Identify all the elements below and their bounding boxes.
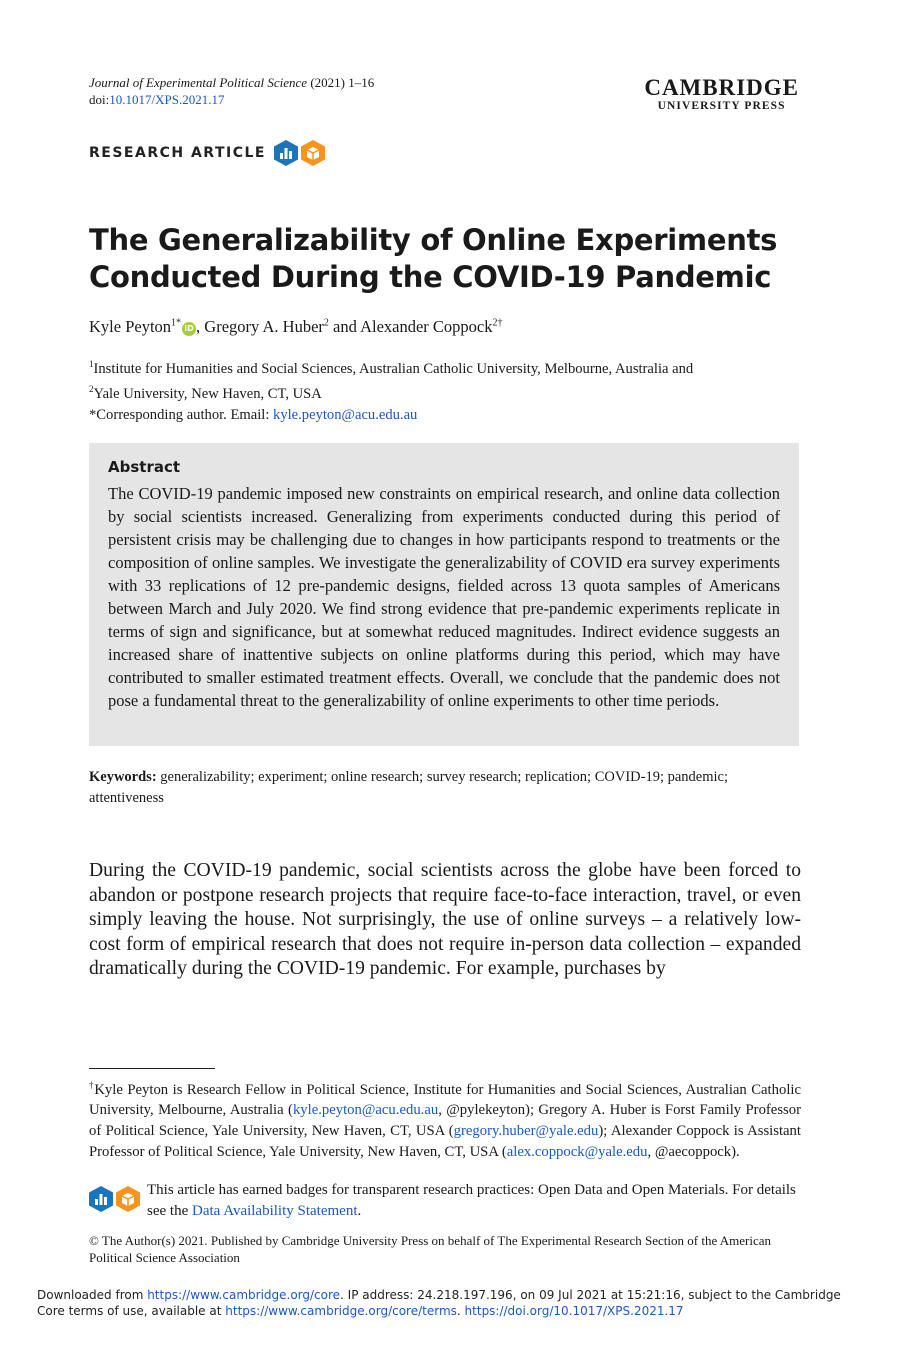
abstract-box: [89, 443, 799, 746]
email-link[interactable]: kyle.peyton@acu.edu.au: [292, 1102, 439, 1119]
abstract-heading: Abstract: [108, 458, 181, 476]
author-affiliation-mark: 2: [323, 317, 329, 329]
author-footnote: †Kyle Peyton is Research Fellow in Political Science, Institute for Humanities and Social Sciences, Australian Catholic University, Melbourne, Australia (kyle.peyton@acu.edu.au, @pylekeyton); Gregory A. Huber is Forst Family Professor of Political Science, Yale University, New Haven, CT, USA (gregory.huber@yale.edu); Alexander Coppock is Assistant Professor of Political Science, Yale University, New Haven, CT, USA (alex.coppock@yale.edu, @aecoppock).: [89, 1080, 802, 1160]
download-notice: Downloaded from https://www.cambridge.org/core. IP address: 24.218.197.196, on 09 Jul 2021 at 15:21:16, subject to the Cambridge Core terms of use, available at https://www.cambridge.org/core/terms. https://doi.org/10.1017/XPS.2021.17: [37, 1288, 841, 1318]
article-title: [89, 222, 809, 296]
affiliation-line: $^1$Institute for Humanities and Social Sciences, Australian Catholic University, Melbourne, Australia and: [89, 359, 694, 377]
author-affiliation-mark: 2†: [492, 317, 503, 329]
corresponding-email-link[interactable]: kyle.peyton@acu.edu.au: [273, 406, 418, 423]
author-name[interactable]: Alexander Coppock: [360, 317, 493, 336]
journal-details: (2021) 1–16: [307, 75, 375, 90]
badges-note-text: This article has earned badges for transparent research practices: Open Data and Open Materials. For details see the Data Availability Statement.: [147, 1182, 796, 1219]
publisher-name: CAMBRIDGE: [644, 75, 799, 100]
doi-url-link[interactable]: https://doi.org/10.1017/XPS.2021.17: [464, 1304, 684, 1318]
footnote-divider: [89, 1068, 215, 1069]
author-name[interactable]: Gregory A. Huber: [204, 317, 324, 336]
email-link[interactable]: alex.coppock@yale.edu: [506, 1143, 648, 1160]
open-data-icon: [274, 140, 298, 166]
title-line-2: Conducted During the COVID-19 Pandemic: [89, 260, 772, 294]
badge-icons: [89, 1186, 140, 1212]
keywords: [89, 767, 801, 809]
publisher-subname: UNIVERSITY PRESS: [657, 100, 786, 112]
open-materials-icon: [116, 1186, 140, 1212]
affiliations: [89, 354, 801, 425]
keywords-label: Keywords:: [89, 769, 157, 785]
journal-name: Journal of Experimental Political Science: [89, 75, 308, 90]
doi-link[interactable]: 10.1017/XPS.2021.17: [109, 92, 225, 107]
terms-link[interactable]: https://www.cambridge.org/core/terms: [225, 1304, 457, 1318]
copyright-notice: © The Author(s) 2021. Published by Cambridge University Press on behalf of The Experimental Research Section of the American Political Science Association: [89, 1233, 771, 1265]
publisher-logo: [644, 77, 799, 113]
data-availability-link[interactable]: Data Availability Statement: [191, 1203, 358, 1219]
article-type-row: [89, 140, 328, 166]
author-name[interactable]: Kyle Peyton: [89, 317, 172, 336]
doi-prefix: doi:: [89, 92, 110, 107]
journal-header: [89, 74, 374, 108]
article-type-label: RESEARCH ARTICLE: [89, 145, 266, 161]
orcid-icon[interactable]: iD: [182, 322, 196, 336]
corresponding-author: *Corresponding author. Email: kyle.peyton@acu.edu.au: [89, 406, 418, 423]
abstract-text: The COVID-19 pandemic imposed new constraints on empirical research, and online data collection by social scientists increased. Generalizing from experiments conducted during this period of persistent crisis may be challenging due to changes in how participants respond to treatments or the composition of online samples. We investigate the generalizability of COVID era survey experiments with 33 replications of 12 pre-pandemic designs, fielded across 13 quota samples of Americans between March and July 2020. We find strong evidence that pre-pandemic experiments replicate in terms of sign and significance, but at somewhat reduced magnitudes. Indirect evidence suggests an increased share of inattentive subjects on online platforms during this period, which may have contributed to smaller estimated treatment effects. Overall, we conclude that the pandemic does not pose a fundamental threat to the generalizability of online experiments to other time periods.: [108, 484, 780, 710]
title-line-1: The Generalizability of Online Experiments: [89, 223, 778, 257]
cambridge-core-link[interactable]: https://www.cambridge.org/core: [147, 1288, 341, 1302]
author-list: Kyle Peyton$^{1*}$ iD , Gregory A. Huber$^2$ and Alexander Coppock$^{2\dagger}$: [89, 317, 503, 336]
affiliation-line: $^2$Yale University, New Haven, CT, USA: [89, 384, 322, 403]
body-paragraph: During the COVID-19 pandemic, social scientists across the globe have been forced to abandon or postpone research projects that require face-to-face interaction, travel, or even simply leaving the house. Not surprisingly, the use of online surveys – a relatively low-cost form of empirical research that does not require in-person data collection – expanded dramatically during the COVID-19 pandemic. For example, purchases by: [89, 860, 801, 979]
keywords-text: generalizability; experiment; online research; survey research; replication; COVID-19; pandemic; attentiveness: [89, 769, 728, 806]
open-data-icon: [89, 1186, 113, 1212]
email-link[interactable]: gregory.huber@yale.edu: [453, 1123, 599, 1140]
open-materials-icon: [301, 140, 325, 166]
author-affiliation-mark: 1*: [171, 317, 182, 329]
